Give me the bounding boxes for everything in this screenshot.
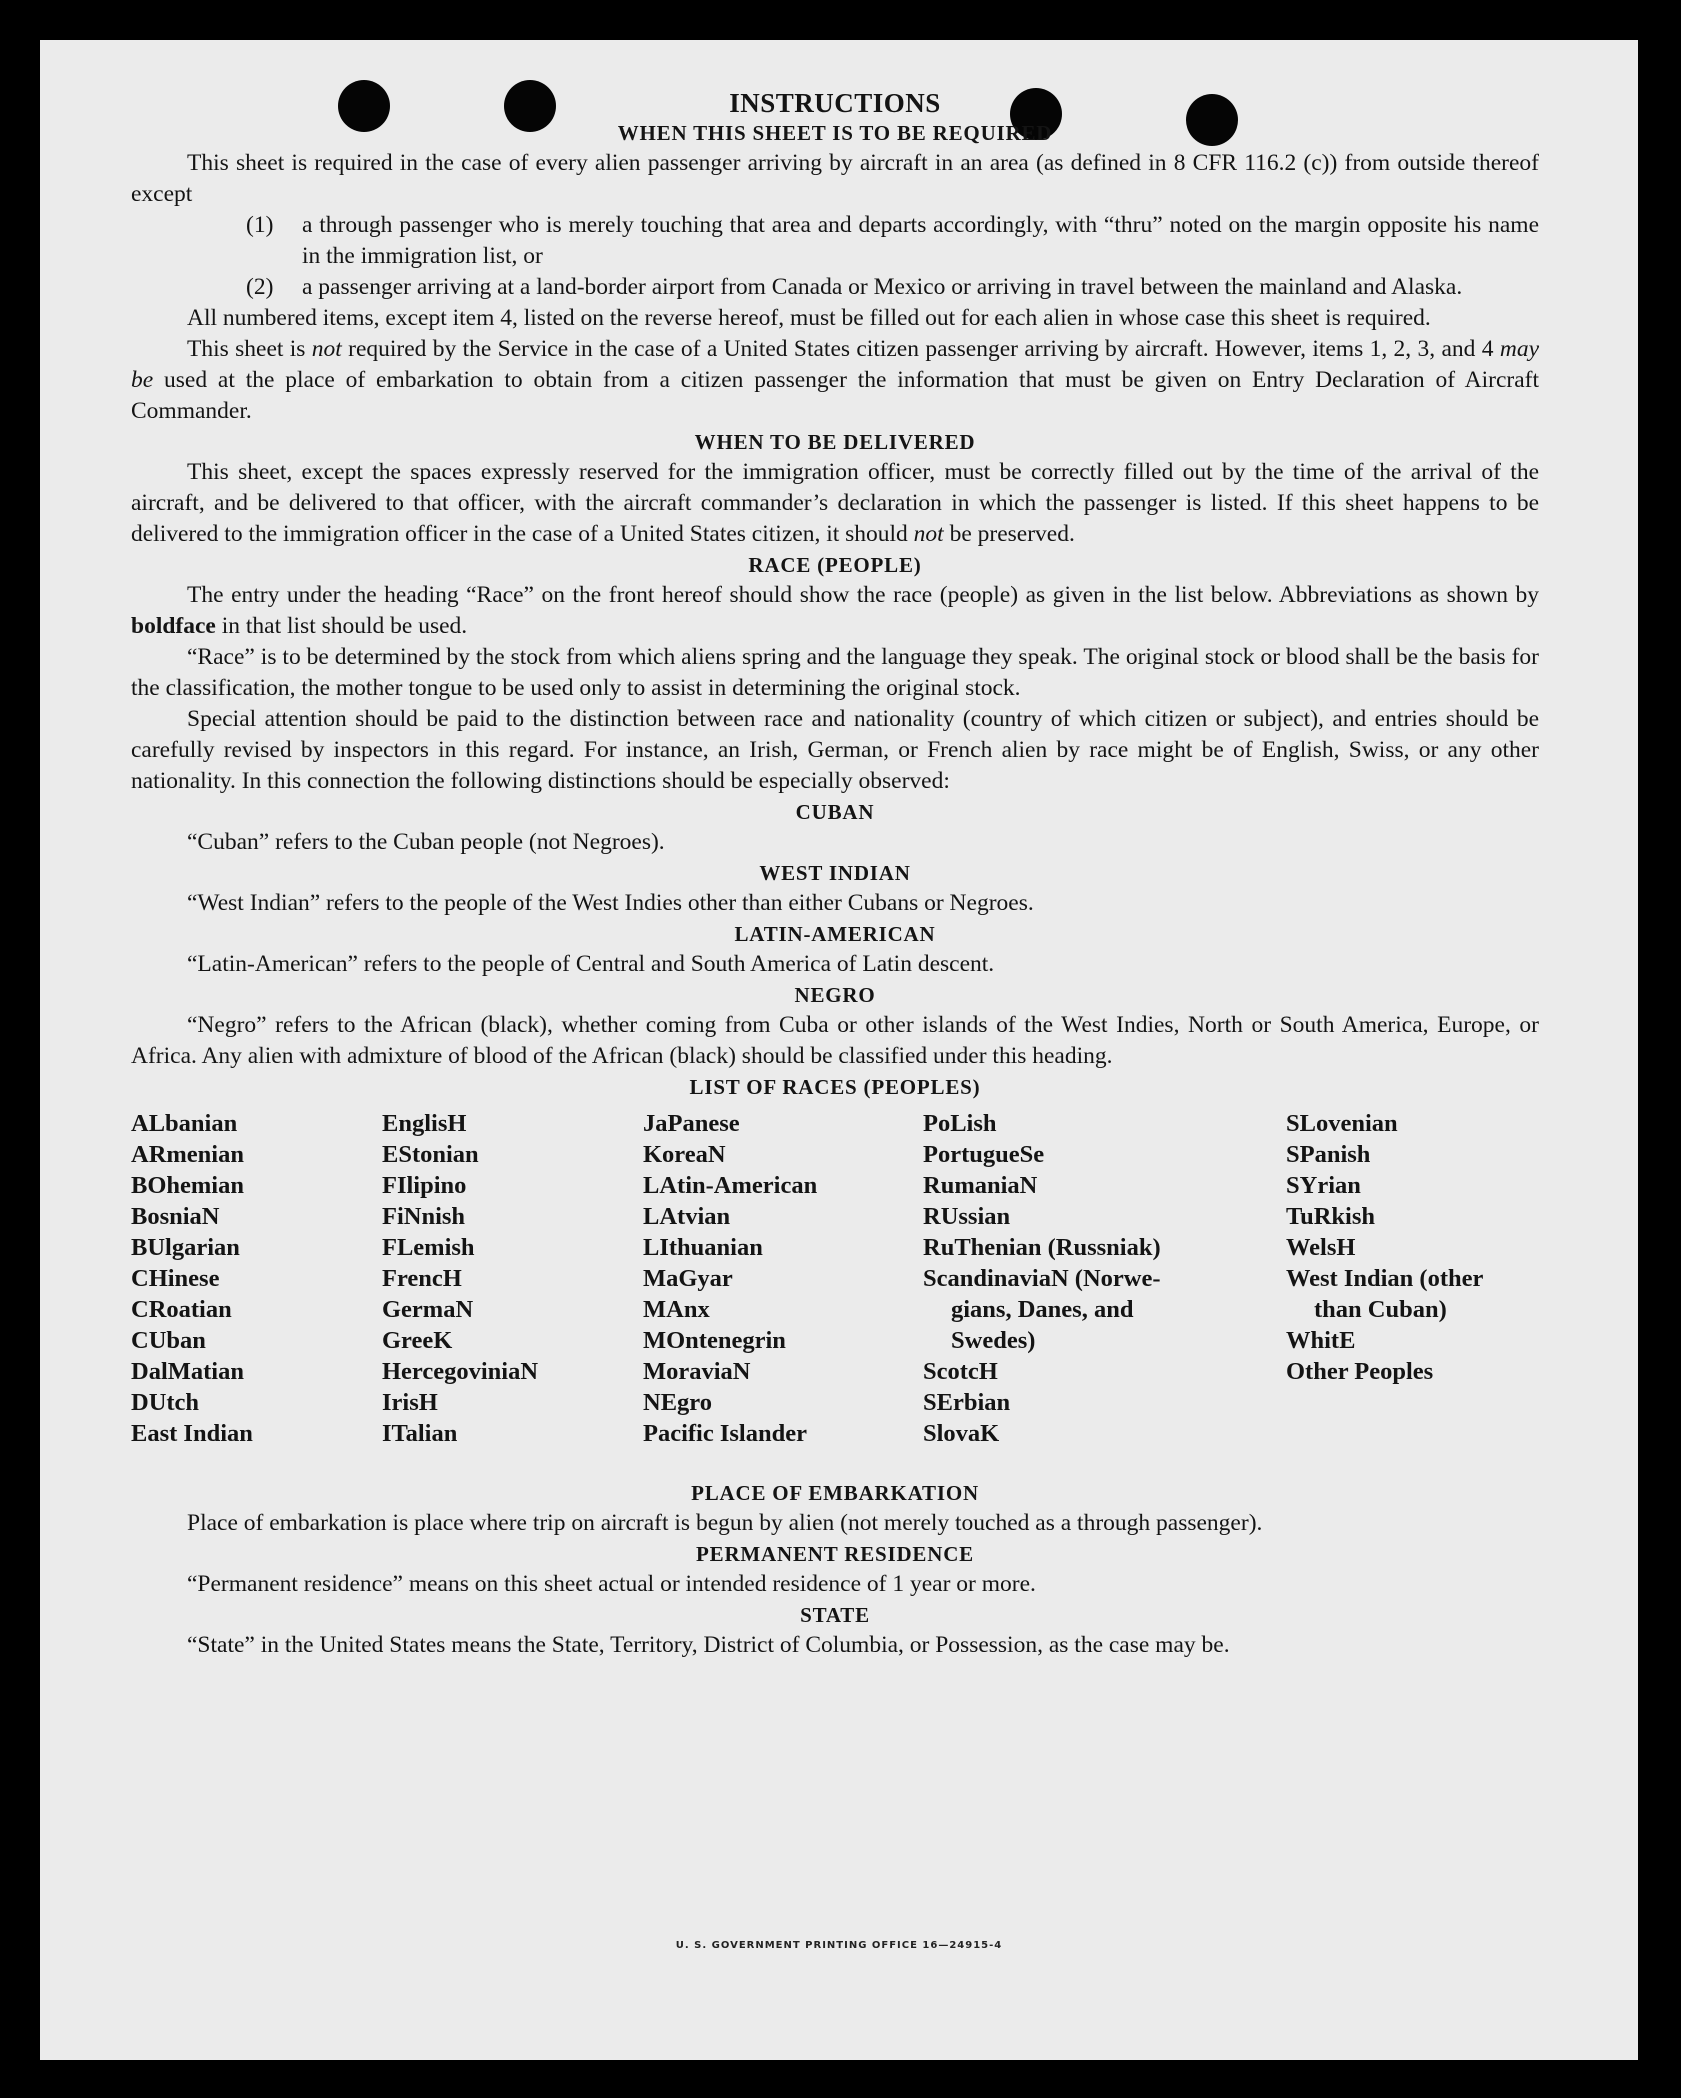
race-entry: RumaniaN (923, 1172, 1038, 1199)
text-run: The entry under the heading “Race” on the front hereof should show the race (people) as given in the list below. Abbreviations as shown by (187, 582, 1539, 608)
race-entry: FLemish (382, 1234, 475, 1261)
race-entry: FrencH (382, 1265, 462, 1292)
numbered-item (131, 210, 1539, 272)
paragraph: “Permanent residence” means on this sheet actual or intended residence of 1 year or more. (187, 1571, 1036, 1597)
section-heading-west-indian: WEST INDIAN (759, 861, 911, 885)
paragraph: This sheet is required in the case of every alien passenger arriving by aircraft in an area (as defined in 8 CFR 116.2 (c)) from outside thereof except (131, 150, 1539, 207)
race-entry: JaPanese (643, 1110, 740, 1137)
section-heading-cuban: CUBAN (795, 800, 875, 824)
race-entry: CHinese (131, 1265, 220, 1292)
race-entry: RuThenian (Russniak) (923, 1234, 1161, 1261)
section-heading-residence: PERMANENT RESIDENCE (696, 1542, 974, 1566)
race-column (923, 1108, 1161, 1449)
item-text: a passenger arriving at a land-border airport from Canada or Mexico or arriving in travel between the mainland and Alaska. (302, 274, 1463, 300)
race-entry-continuation: Swedes) (951, 1327, 1036, 1354)
race-entry: HercegoviniaN (382, 1358, 539, 1385)
race-entry: DalMatian (131, 1358, 244, 1385)
race-entry: LAtvian (643, 1203, 731, 1230)
text-run: used at the place of embarkation to obtain from a citizen passenger the information that must be given on Entry Declaration of Aircraft Commander. (131, 367, 1539, 424)
race-entry: FiNnish (382, 1203, 466, 1230)
race-entry: SErbian (923, 1389, 1011, 1416)
race-column (382, 1108, 538, 1449)
section-heading-embarkation: PLACE OF EMBARKATION (691, 1481, 979, 1505)
text-run: required by the Service in the case of a United States citizen passenger arriving by aircraft. However, items 1, 2, 3, and 4 (341, 336, 1500, 362)
race-entry: GreeK (382, 1327, 453, 1354)
race-entry: SlovaK (923, 1420, 1000, 1447)
race-entry: Pacific Islander (643, 1420, 807, 1447)
paragraph: Place of embarkation is place where trip on aircraft is begun by alien (not merely touched as a through passenger). (187, 1510, 1263, 1536)
race-column (131, 1108, 253, 1449)
race-entry: BUlgarian (131, 1234, 240, 1261)
race-entry: FIlipino (382, 1172, 467, 1199)
section-heading-when-delivered: WHEN TO BE DELIVERED (694, 430, 976, 454)
race-entry: ITalian (382, 1420, 458, 1447)
paragraph: All numbered items, except item 4, listed on the reverse hereof, must be filled out for each alien in whose case this sheet is required. (187, 305, 1431, 331)
race-entry: KoreaN (643, 1141, 726, 1168)
emphasis: may be (131, 336, 1539, 393)
section-heading-state: STATE (800, 1603, 870, 1627)
section-heading-race: RACE (PEOPLE) (748, 553, 922, 577)
race-entry: SLovenian (1286, 1110, 1398, 1137)
document-title: INSTRUCTIONS (729, 88, 941, 118)
race-entry: East Indian (131, 1420, 253, 1447)
race-entry-continuation: gians, Danes, and (951, 1296, 1134, 1323)
race-entry: ScandinaviaN (Norwe- (923, 1265, 1161, 1292)
paragraph: Special attention should be paid to the distinction between race and nationality (country of which citizen or subject), and entries should be carefully revised by inspectors in this regard. For instance, an Irish, German, or French alien by race might be of English, Swiss, or any other nationality. In this connection the following distinctions should be especially observed: (131, 706, 1539, 794)
race-entry: LAtin-American (643, 1172, 818, 1199)
emphasis: not (311, 336, 342, 362)
paragraph: “State” in the United States means the State, Territory, District of Columbia, or Possession, as the case may be. (187, 1632, 1230, 1658)
race-entry: CRoatian (131, 1296, 232, 1323)
document-body (131, 88, 1539, 1661)
race-entry-continuation: than Cuban) (1314, 1296, 1447, 1323)
emphasis: not (913, 521, 944, 547)
text-run: This sheet is (187, 336, 312, 362)
item-number: (2) (246, 274, 274, 300)
race-entry: EStonian (382, 1141, 479, 1168)
race-entry: MAnx (643, 1296, 710, 1323)
paragraph: “Cuban” refers to the Cuban people (not Negroes). (187, 829, 665, 855)
section-heading-when-required: WHEN THIS SHEET IS TO BE REQUIRED (617, 121, 1053, 145)
section-heading-latin-american: LATIN-AMERICAN (734, 922, 936, 946)
section-heading-negro: NEGRO (794, 983, 876, 1007)
paragraph: “Latin-American” refers to the people of Central and South America of Latin descent. (187, 951, 995, 977)
printer-imprint: U. S. GOVERNMENT PRINTING OFFICE 16—24915-4 (675, 1940, 1003, 1951)
race-entry: BOhemian (131, 1172, 244, 1199)
bold-text: boldface (131, 613, 216, 639)
race-entry: WelsH (1286, 1234, 1356, 1261)
race-entry: BosniaN (131, 1203, 220, 1230)
paragraph: “West Indian” refers to the people of the West Indies other than either Cubans or Negroes. (187, 890, 1034, 916)
document-page (40, 40, 1638, 2060)
item-number: (1) (246, 212, 274, 238)
text-run: This sheet, except the spaces expressly reserved for the immigration officer, must be correctly filled out by the time of the arrival of the aircraft, and be delivered to that officer, with the aircraft commander’s declaration in which the passenger is listed. If this sheet happens to be delivered to the immigration officer in the case of a United States citizen, it should (131, 459, 1539, 547)
race-entry: DUtch (131, 1389, 200, 1416)
race-entry: MOntenegrin (643, 1327, 786, 1354)
race-column (1286, 1108, 1483, 1387)
race-entry: ALbanian (131, 1110, 238, 1137)
race-entry: CUban (131, 1327, 206, 1354)
race-entry: ARmenian (131, 1141, 244, 1168)
race-entry: SPanish (1286, 1141, 1371, 1168)
race-entry: SYrian (1286, 1172, 1361, 1199)
paragraph: “Negro” refers to the African (black), whether coming from Cuba or other islands of the West Indies, North or South America, Europe, or Africa. Any alien with admixture of blood of the African (black) should be classified under this heading. (131, 1012, 1539, 1069)
race-entry: West Indian (other (1286, 1265, 1484, 1292)
race-entry: PoLish (923, 1110, 997, 1137)
race-entry: RUssian (923, 1203, 1011, 1230)
race-entry: ScotcH (923, 1358, 998, 1385)
race-entry: WhitE (1286, 1327, 1356, 1354)
paragraph (131, 457, 1539, 550)
paragraph (131, 580, 1539, 642)
numbered-item (131, 272, 1539, 303)
paragraph: “Race” is to be determined by the stock from which aliens spring and the language they speak. The original stock or blood shall be the basis for the classification, the mother tongue to be used only to assist in determining the original stock. (131, 644, 1539, 701)
race-entry: PortugueSe (923, 1141, 1045, 1168)
race-entry: IrisH (382, 1389, 438, 1416)
race-entry: MoraviaN (643, 1358, 751, 1385)
item-text: a through passenger who is merely touching that area and departs accordingly, with “thru” noted on the margin opposite his name in the immigration list, or (302, 212, 1539, 269)
text-run: in that list should be used. (215, 613, 468, 639)
race-entry: MaGyar (643, 1265, 733, 1292)
race-entry: NEgro (643, 1389, 712, 1416)
paragraph (131, 334, 1539, 427)
race-column (643, 1108, 817, 1449)
race-list (131, 1108, 1539, 1478)
section-heading-list-of-races: LIST OF RACES (PEOPLES) (689, 1075, 981, 1099)
text-run: be preserved. (943, 521, 1075, 547)
race-entry: EnglisH (382, 1110, 467, 1137)
race-entry: Other Peoples (1286, 1358, 1434, 1385)
race-entry: LIthuanian (643, 1234, 763, 1261)
race-entry: TuRkish (1286, 1203, 1376, 1230)
race-entry: GermaN (382, 1296, 474, 1323)
